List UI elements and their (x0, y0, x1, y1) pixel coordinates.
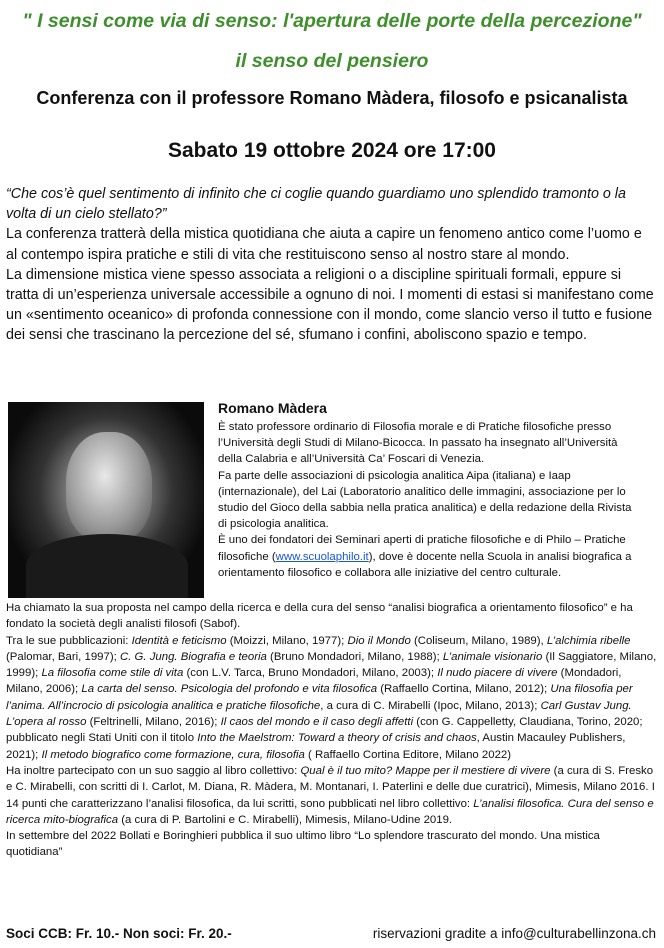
publication-title: Il caos del mondo e il caso degli affetti (220, 716, 414, 729)
publications-paragraph (6, 633, 658, 763)
conference-heading: Conferenza con il professore Romano Màdera, filosofo e psicanalista (36, 88, 628, 108)
publications-label: Tra le sue pubblicazioni: (6, 634, 132, 647)
intro-quote: “Che cos’è quel sentimento di infinito che ci coglie quando guardiamo uno splendido tramonto o la volta di un cielo stellato?” (6, 186, 626, 223)
publication-details: ( Raffaello Cortina Editore, Milano 2022) (304, 748, 512, 761)
p3-title-2: L’analisi filosofica. Cura del senso e ricerca mito-biografica (6, 797, 654, 826)
bio-paragraph-2: Fa parte delle associazioni di psicologia analitica Aipa (italiana) e Iaap (internazionale), del Lai (Laboratorio analitico delle immagini, associazione per lo studio del Gioco della sabbia nella pratica analitica) e della redazione della Rivista di psicologia analitica. (218, 469, 632, 531)
publication-title: Il metodo biografico come formazione, cura, filosofia (41, 748, 305, 761)
event-subtitle: il senso del pensiero (235, 50, 429, 72)
publication-title: La filosofia come stile di vita (41, 667, 184, 680)
publication-title: La carta del senso. Psicologia del profondo e vita filosofica (81, 683, 378, 696)
publication-details: (Palomar, Bari, 1997); (6, 650, 120, 663)
scuolaphilo-link[interactable]: www.scuolaphilo.it (275, 550, 369, 563)
event-date: Sabato 19 ottobre 2024 ore 17:00 (168, 139, 496, 162)
speaker-name: Romano Màdera (218, 400, 327, 416)
publication-details: (Feltrinelli, Milano, 2016); (86, 716, 221, 729)
portrait-shoulders (26, 534, 188, 598)
bio-continued (6, 600, 658, 861)
rest-paragraph-3 (6, 763, 658, 828)
portrait-head (66, 432, 152, 542)
publication-details: (Bruno Mondadori, Milano, 1988); (266, 650, 443, 663)
bio-p3-after: ), dove è docente nella Scuola in analisi biografica a orientamento filosofico e collabora alle iniziative del centro culturale. (218, 550, 632, 579)
intro-paragraph-1: La conferenza tratterà della mistica quotidiana che aiuta a capire un fenomeno antico come l’uomo e al contempo ispira pratiche e stili di vita che restituiscono senso al nostro stare al mondo. (6, 226, 642, 263)
footer-prices: Soci CCB: Fr. 10.- Non soci: Fr. 20.- (6, 926, 232, 941)
publication-details: (Coliseum, Milano, 1989), (410, 634, 547, 647)
footer-contact[interactable]: riservazioni gradite a info@culturabellinzona.ch (372, 926, 656, 941)
bio-p3-before: È uno dei fondatori dei Seminari aperti di pratiche filosofiche e di Philo – Pratiche filosofiche ( (218, 534, 626, 563)
publication-details: (Raffaello Cortina, Milano, 2012); (377, 683, 551, 696)
publication-title: L’animale visionario (442, 650, 543, 663)
bio-paragraph-3 (218, 532, 638, 581)
publication-title: L’alchimia ribelle (546, 634, 631, 647)
publication-details: , a cura di C. Mirabelli (Ipoc, Milano, 2013); (320, 699, 541, 712)
publication-title: Into the Maelstrom: Toward a theory of crisis and chaos (197, 732, 477, 745)
publication-title: Identità e feticismo (131, 634, 227, 647)
publication-details: (con G. Cappelletty, Claudiana, Torino, 2020; pubblicato negli Stati Uniti con il titolo (6, 716, 643, 745)
bio-paragraph-1: È stato professore ordinario di Filosofia morale e di Pratiche filosofiche presso l’Università degli Studi di Milano-Bicocca. In passato ha insegnato all’Università della Calabria e all’Università Ca’ Foscari di Venezia. (218, 421, 618, 466)
event-title: " I sensi come via di senso: l'apertura delle porte della percezione" (22, 10, 642, 32)
p3-text-c: (a cura di P. Bartolini e C. Mirabelli), Mimesis, Milano-Udine 2019. (118, 813, 453, 826)
p3-title-1: Qual è il tuo mito? Mappe per il mestiere di vivere (300, 764, 551, 777)
publication-details: , Austin Macauley Publishers, 2021); (6, 732, 626, 761)
rest-paragraph-4: In settembre del 2022 Bollati e Boringhieri pubblica il suo ultimo libro “Lo splendore trascurato del mondo. Una mistica quotidiana” (6, 830, 600, 859)
p3-text-a: Ha inoltre partecipato con un suo saggio al libro collettivo: (6, 764, 301, 777)
publication-details: (Moizzi, Milano, 1977); (226, 634, 348, 647)
publication-details: (con L.V. Tarca, Bruno Mondadori, Milano, 2003); (183, 667, 438, 680)
p3-text-b: (a cura di S. Fresko e C. Mirabelli, con scritti di I. Carlot, M. Diana, R. Màdera, M. Montanari, I. Paterlini e delle due curatrici), Mimesis, Milano 2016. I 14 punti che caratterizzano l’analisi filosofica, da lui scritti, sono pubblicati nel libro collettivo: (6, 764, 655, 810)
publication-title: C. G. Jung. Biografia e teoria (119, 650, 267, 663)
publication-title: Il nudo piacere di vivere (437, 667, 558, 680)
speaker-bio (218, 419, 638, 581)
publication-details: (Mondadori, Milano, 2006); (6, 667, 622, 696)
publication-details: (Il Saggiatore, Milano, 1999); (6, 650, 657, 680)
publication-title: Dio il Mondo (347, 634, 411, 647)
rest-paragraph-1: Ha chiamato la sua proposta nel campo della ricerca e della cura del senso “analisi biografica a orientamento filosofico” e ha fondato la società degli analisti filosofi (Sabof). (6, 602, 633, 631)
publication-title: Carl Gustav Jung. L’opera al rosso (6, 699, 632, 729)
intro-section (6, 184, 654, 346)
speaker-portrait (8, 402, 204, 598)
intro-paragraph-2: La dimensione mistica viene spesso associata a religioni o a discipline spirituali formali, eppure si tratta di un’esperienza universale accessibile a ognuno di noi. I momenti di estasi si manifestano come un «sentimento oceanico» di profonda connessione con il mondo, come slancio verso il tutto e fusione dei sensi che trascinano la percezione del sé, sfumano i confini, aboliscono spazio e tempo. (6, 266, 654, 344)
publication-title: Una filosofia per l’anima. All’incrocio di psicologia analitica e pratiche filosofiche (6, 683, 633, 712)
